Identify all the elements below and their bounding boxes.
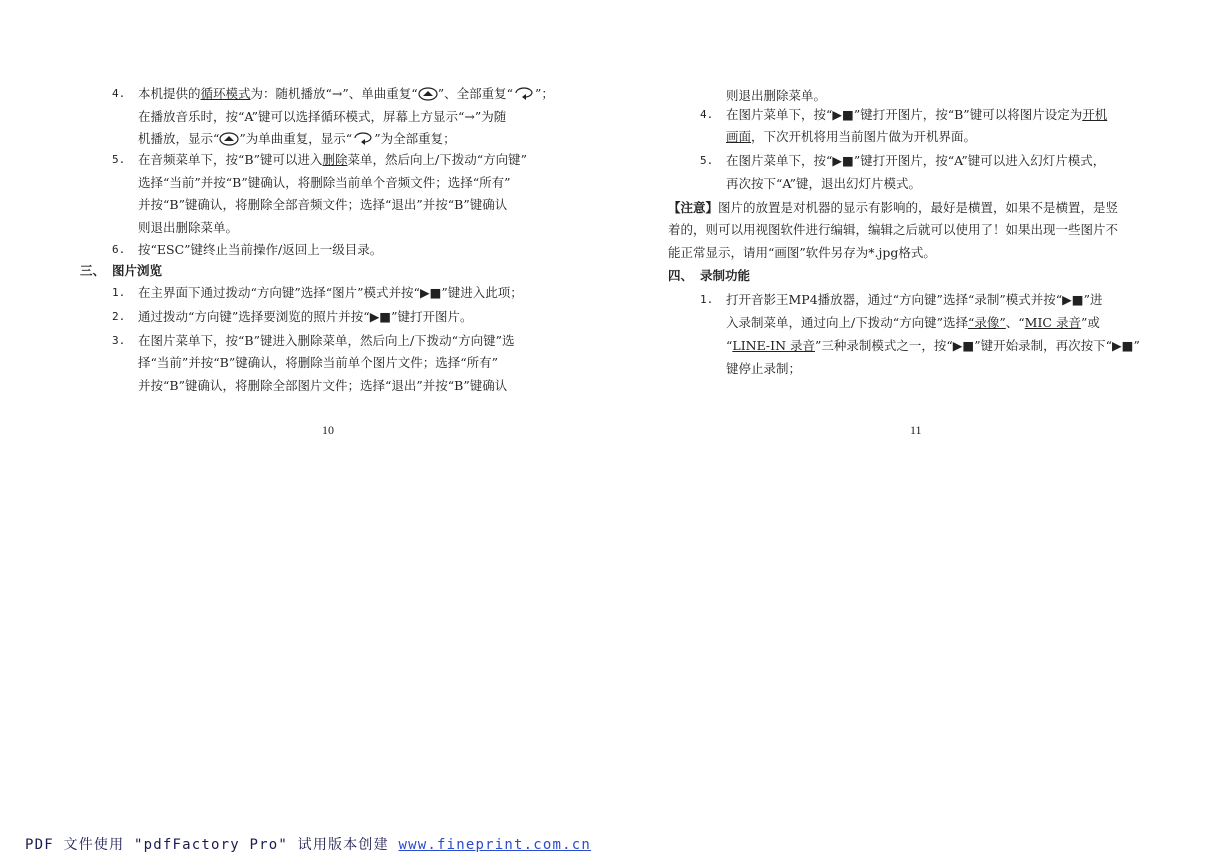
section-number: 三、 [80, 263, 106, 278]
list-number: 4. [112, 87, 126, 100]
note-label: 【注意】 [668, 200, 719, 215]
list-number: 5. [112, 153, 126, 166]
list-item: 在图片菜单下，按“▶■”键打开图片，按“A”键可以进入幻灯片模式， [726, 153, 1106, 168]
loop-mode-term: 循环模式 [200, 86, 251, 101]
list-item-line: 选择“当前”并按“B”键确认，将删除当前单个音频文件；选择“所有” [138, 175, 511, 190]
list-item: 在图片菜单下，按“▶■”键打开图片，按“B”键可以将图片设定为开机 [726, 107, 1108, 122]
list-item-line: 键停止录制； [726, 361, 802, 376]
list-item-line: 择“当前”并按“B”键确认，将删除当前单个图片文件；选择“所有” [138, 355, 499, 370]
list-number: 1. [700, 293, 714, 306]
footer-link[interactable]: www.fineprint.com.cn [398, 837, 592, 853]
play-stop-icon: ▶■ [369, 309, 392, 324]
repeat-all-icon [352, 132, 374, 152]
list-item: 打开音影王MP4播放器，通过“方向键”选择“录制”模式并按“▶■”进 [726, 292, 1103, 307]
list-item: 本机提供的循环模式为：随机播放“→”、单曲重复“ ”、全部重复“ ”； [138, 84, 554, 107]
list-item-line: 机播放，显示“ ”为单曲重复，显示“ ”为全部重复； [138, 129, 456, 152]
list-number: 2. [112, 310, 126, 323]
list-item-line: “LINE-IN 录音”三种录制模式之一，按“▶■”键开始录制，再次按下“▶■” [726, 338, 1140, 353]
play-stop-icon: ▶■ [1062, 292, 1084, 307]
list-number: 4. [700, 108, 714, 121]
footer-text: PDF 文件使用 "pdfFactory Pro" 试用版本创建 [25, 837, 399, 853]
page-number: 11 [910, 423, 922, 437]
list-item-line: 再次按下“A”键，退出幻灯片模式。 [726, 176, 921, 191]
repeat-one-icon [418, 87, 438, 107]
note-line: 能正常显示，请用“画图”软件另存为*.jpg格式。 [668, 245, 936, 260]
play-stop-icon: ▶■ [952, 338, 975, 353]
list-number: 3. [112, 334, 126, 347]
play-stop-icon: ▶■ [832, 153, 854, 168]
play-stop-icon: ▶■ [419, 285, 442, 300]
list-number: 5. [700, 154, 714, 167]
note-line: 着的，则可以用视图软件进行编辑，编辑之后就可以使用了！如果出现一些图片不 [668, 222, 1119, 237]
list-item-line: 则退出删除菜单。 [138, 220, 239, 235]
list-item: 按“ESC”键终止当前操作/返回上一级目录。 [138, 242, 383, 257]
list-item: 在音频菜单下，按“B”键可以进入删除菜单，然后向上/下拨动“方向键” [138, 152, 527, 167]
list-item: 在主界面下通过拨动“方向键”选择“图片”模式并按“▶■”键进入此项； [138, 285, 523, 300]
continued-line: 则退出删除菜单。 [726, 88, 827, 103]
page-number: 10 [322, 423, 334, 437]
repeat-all-icon [513, 87, 535, 107]
list-item-line: 画面，下次开机将用当前图片做为开机界面。 [726, 129, 977, 144]
list-number: 1. [112, 286, 126, 299]
section-title: 录制功能 [700, 268, 751, 283]
note-paragraph: 【注意】图片的放置是对机器的显示有影响的，最好是横置，如果不是横置，是竖 [668, 200, 1119, 215]
list-item-line: 在播放音乐时，按“A”键可以选择循环模式，屏幕上方显示“→”为随 [138, 109, 507, 124]
play-stop-icon: ▶■ [1112, 338, 1134, 353]
play-stop-icon: ▶■ [832, 107, 854, 122]
list-item-line: 并按“B”键确认，将删除全部音频文件；选择“退出”并按“B”键确认 [138, 197, 508, 212]
repeat-one-icon [219, 132, 239, 152]
pdf-footer [25, 834, 591, 854]
list-item-line: 入录制菜单，通过向上/下拨动“方向键”选择“录像”、“MIC 录音”或 [726, 315, 1100, 330]
section-number: 四、 [668, 268, 694, 283]
list-number: 6. [112, 243, 126, 256]
list-item: 在图片菜单下，按“B”键进入删除菜单，然后向上/下拨动“方向键”选 [138, 333, 515, 348]
section-title: 图片浏览 [112, 263, 163, 278]
list-item-line: 并按“B”键确认，将删除全部图片文件；选择“退出”并按“B”键确认 [138, 378, 508, 393]
delete-term: 删除 [322, 152, 348, 167]
list-item: 通过拨动“方向键”选择要浏览的照片并按“▶■”键打开图片。 [138, 309, 473, 324]
